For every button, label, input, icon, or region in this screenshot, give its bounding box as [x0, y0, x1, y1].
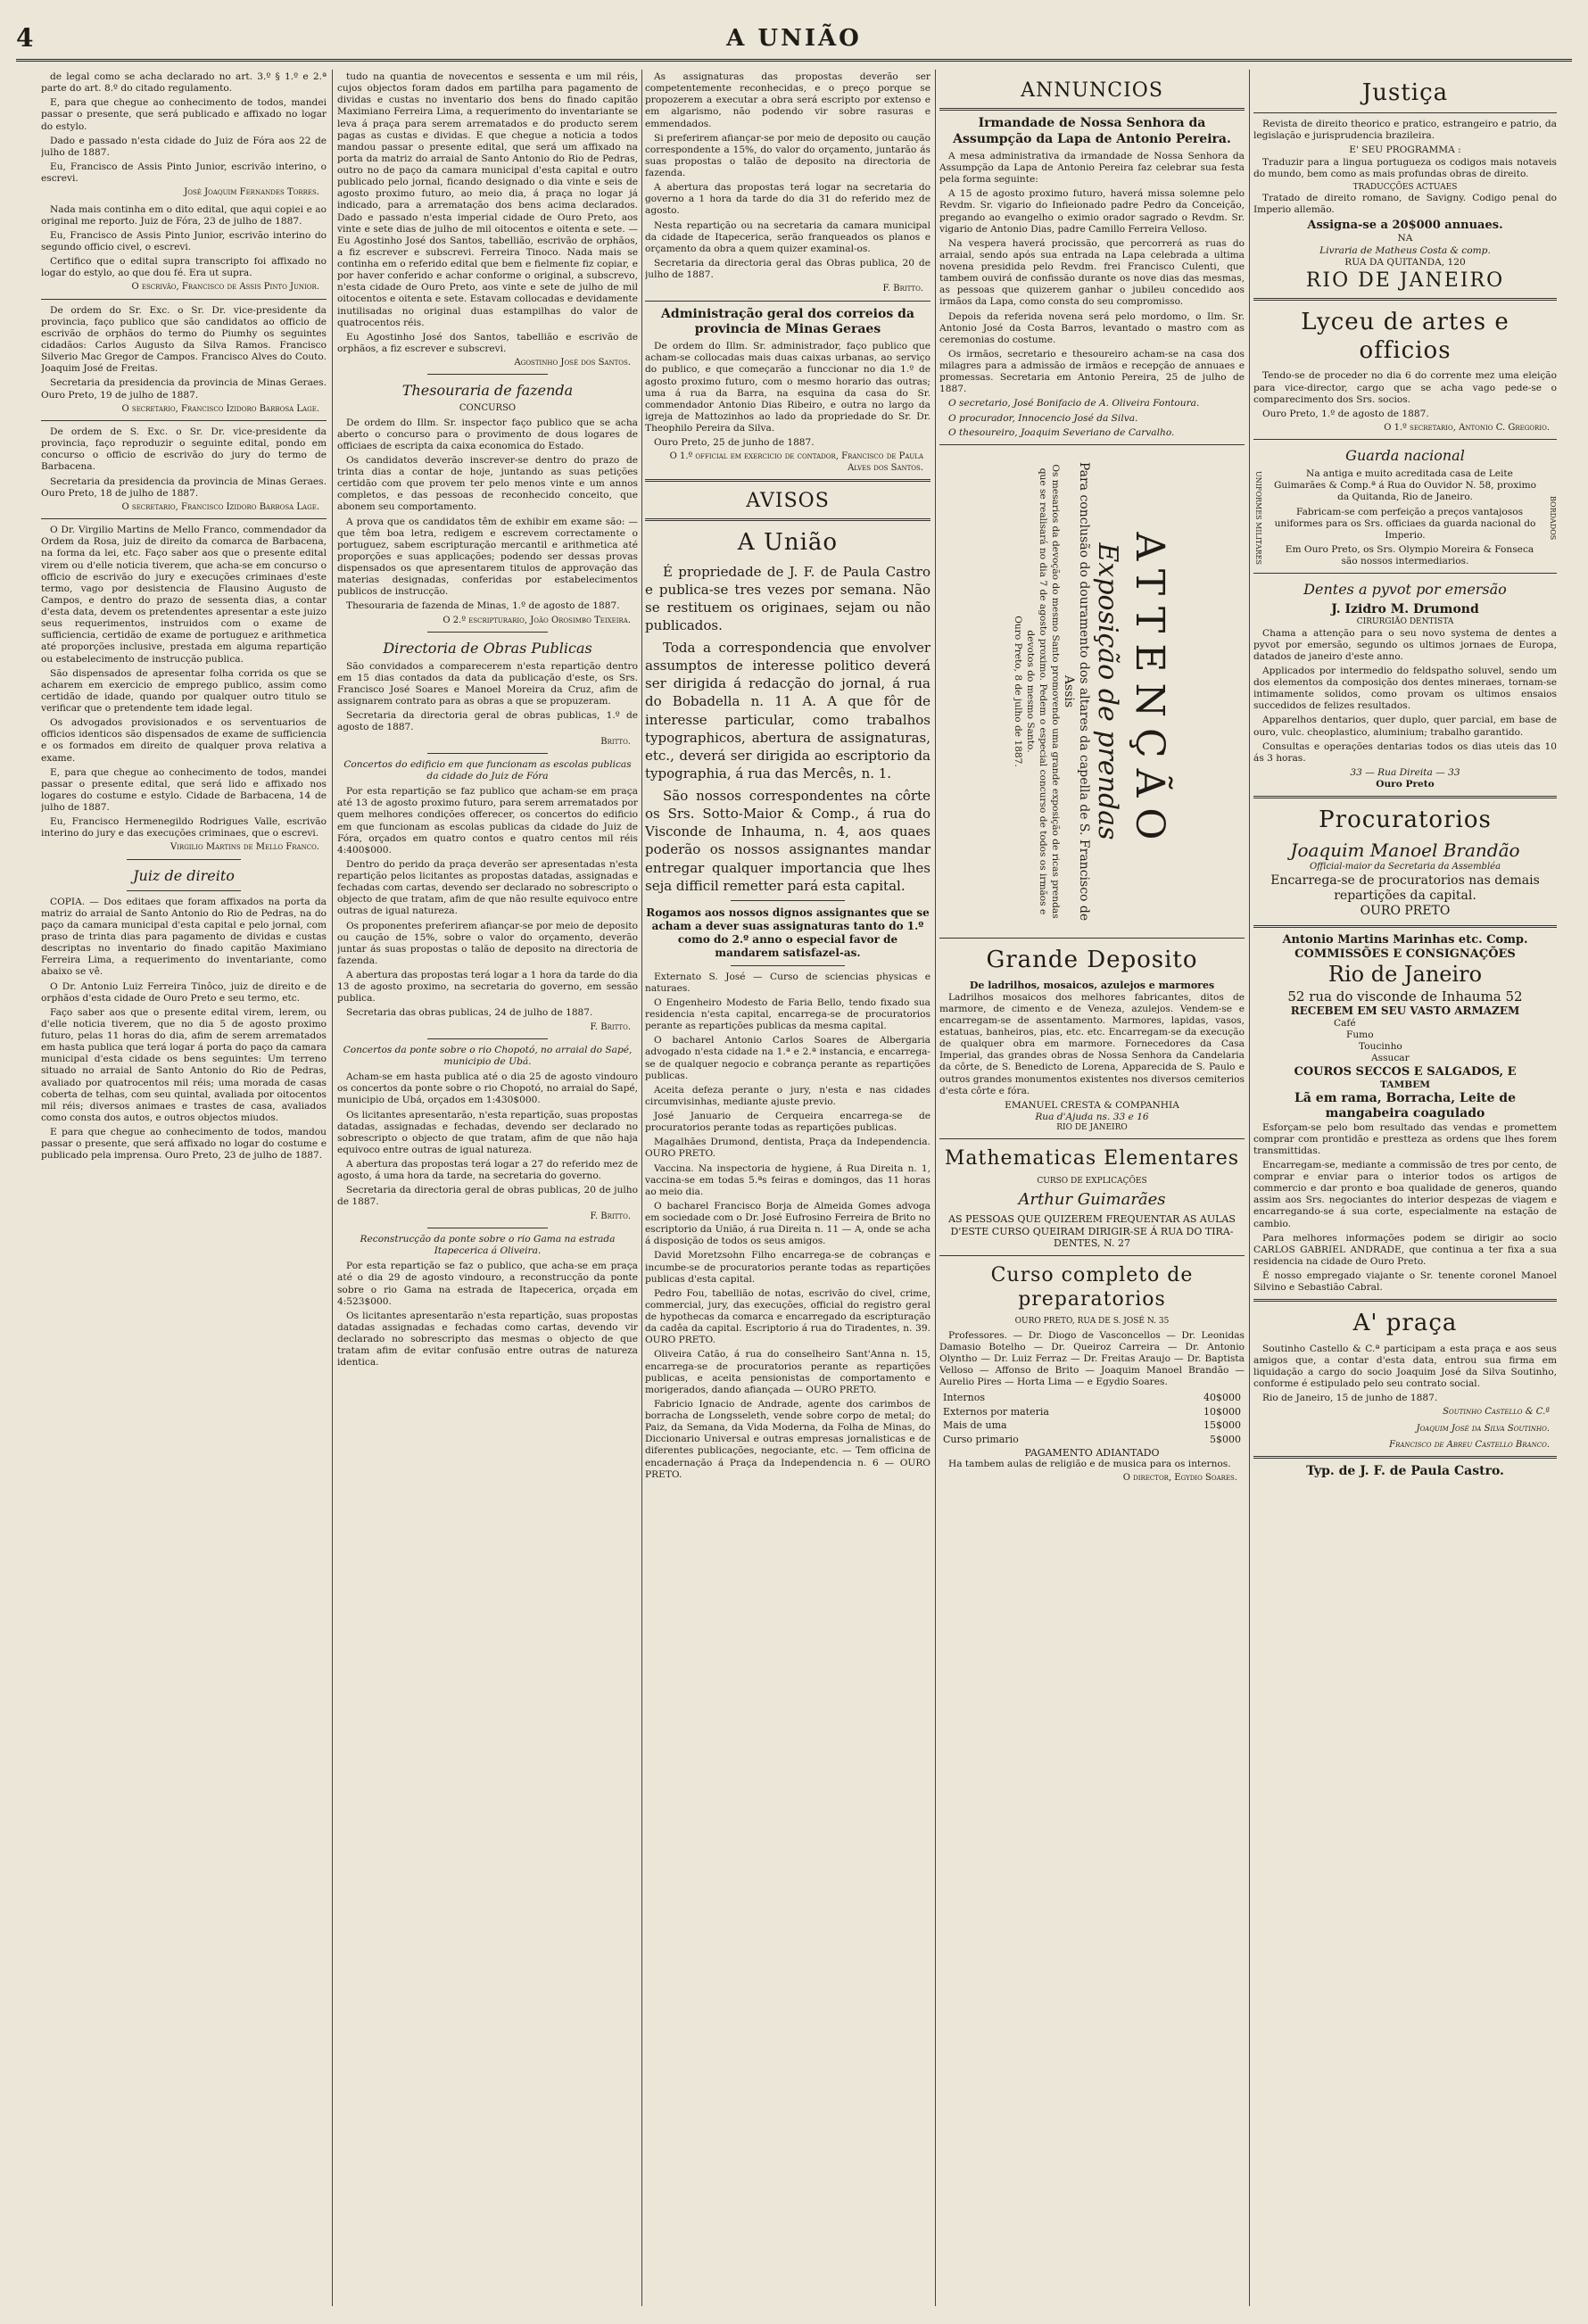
text: NA: [1397, 233, 1413, 244]
paragraph: De ordem de S. Exc. o Sr. Dr. vice-presidente da provincia, faço reproduzir o seguinte edital, pondo em concurso o officio de escrivão do jury do termo de Barbacena.: [41, 426, 327, 473]
paragraph: COPIA. — Dos editaes que foram affixados na porta da matriz do arraial de Santo Antonio do Rio de Pedras, na do paço da camara municipal d'esta capital e pelo jornal, com praso de trinta dias para pagamento de dividas e custas descriptas no inventario do finado capitão Maximiano Ferreira Lima, a requerimento do inventariante, como abaixo se vê.: [41, 896, 327, 978]
notice-subtitle: Para conclusão do douramento dos altares da capella de S. Francisco de Assis: [1061, 461, 1092, 922]
table-cell: Mais de uma: [943, 1419, 1007, 1432]
paragraph: Os licitantes apresentarão, n'esta repartição, suas propostas datadas, assignadas e fechadas, devendo ser declarado no sobrescripto o objecto de que tratam, afim de que não haja equivoco entre outras de igual natureza.: [337, 1109, 638, 1155]
paragraph: Toda a correspondencia que envolver assumptos de interesse politico deverá ser dirigida á redacção do jornal, á rua do Bobadella n. 11 A. A que fôr de interesse particular, como trabalhos typographicos, abertura de assignaturas, etc., deverá ser dirigida ao escriptorio da typographia, á rua das Mercês, n. 1.: [645, 639, 930, 782]
notice-block: [645, 563, 930, 896]
paragraph: Dentro do perido da praça deverão ser apresentadas n'esta repartição pelos licitantes as propostas datadas, assignadas e fechadas com cartas, devendo ser declarado no sobrescripto o objecto de que tratam, afim de que não resulte equivoco entre outras de igual natureza.: [337, 858, 638, 917]
ad: O bacharel Antonio Carlos Soares de Albergaria advogado n'esta cidade na 1.ª e 2.ª instancia, e encarrega-se de qualquer negocio e cobrança perante as repartições publicas.: [645, 1035, 930, 1081]
paragraph: Fabricam-se com perfeição a preços vantajosos uniformes para os Srs. officiaes da guarda nacional do Imperio.: [1274, 506, 1536, 541]
divider: [41, 518, 327, 519]
divider: [1253, 573, 1557, 574]
paragraph: A 15 de agosto proximo futuro, haverá missa solemne pelo Revdm. Sr. vigario do Infieionado padre Pedro da Conceição, pregando ao evangelho o eximio orador sagrado o Revdm. Sr. vigario de Antonio Dias, padre Camillo Ferreira Velloso.: [939, 188, 1245, 235]
paragraph: Secretaria da presidencia da provincia de Minas Geraes. Ouro Preto, 19 de julho de 1887.: [41, 377, 327, 401]
table-cell: 10$000: [1203, 1405, 1241, 1418]
paragraph: Thesouraria de fazenda de Minas, 1.º de agosto de 1887.: [346, 600, 620, 612]
paragraph: Revista de direito theorico e pratico, estrangeiro e patrio, da legislação e jurisprudencia brazileira.: [1253, 119, 1557, 142]
table-row: [939, 1433, 1245, 1447]
paragraph: Ouro Preto, 1.º de agosto de 1887.: [1262, 408, 1429, 419]
paragraph: de legal como se acha declarado no art. 3.º § 1.º e 2.ª parte do art. 8.º do citado regulamento.: [41, 71, 327, 95]
notice-body: Os mesarios da devoção do mesmo Santo promovendo uma grande exposição de ricas prendas que se realisará no dia 7 de agosto proximo. Pedem o especial concurso de todos os irmãos e devotos do mesmo Santo.: [1024, 464, 1061, 919]
divider: [939, 1255, 1245, 1256]
guarda-block: [1253, 468, 1557, 567]
ad-subheading: Official-maior da Secretaria da Assembléa: [1309, 862, 1501, 873]
paragraph: Chama a attenção para o seu novo systema de dentes a pyvot por emersão, segundo os ultimos jornaes de Europa, datados de janeiro d'este anno.: [1253, 627, 1557, 662]
paragraph: São dispensados de apresentar folha corrida os que se acharem em exercicio de emprego publico, assim como certidão de idade, quando por qualquer outro titulo se verificar que o pretendente tem idade legal.: [41, 667, 327, 715]
price: Assigna-se a 20$000 annuaes.: [1307, 219, 1503, 233]
paragraph: Secretaria das obras publicas, 24 de julho de 1887.: [346, 1007, 593, 1019]
subheading: CONCURSO: [459, 403, 517, 414]
paragraph: Consultas e operações dentarias todos os dias uteis das 10 ás 3 horas.: [1253, 740, 1557, 764]
paragraph: Si preferirem afiançar-se por meio de deposito ou caução correspondente a 15%, do valor do orçamento, juntarão ás suas propostas o talão de deposito na directoria de fazenda.: [645, 132, 930, 178]
paragraph: Secretaria da directoria geral de obras publicas, 1.º de agosto de 1887.: [337, 710, 638, 733]
section-heading: Thesouraria de fazenda: [401, 382, 574, 400]
paragraph: Tratado de direito romano, de Savigny. Codigo penal do Imperio allemão.: [1253, 193, 1557, 216]
section-heading: A União: [737, 529, 839, 557]
paragraph: Soutinho Castello & C.ª participam a esta praça e aos seus amigos que, a contar d'esta data, entrou sua firma em liquidação a cargo do socio Joaquim José da Silva Soutinho, conforme é estipulado pelo seu contrato social.: [1253, 1343, 1557, 1389]
person-name: Joaquim Manoel Brandão: [1290, 839, 1520, 862]
divider: [645, 518, 930, 521]
paragraph: Para melhores informações podem se dirigir ao socio CARLOS GABRIEL ANDRADE, que continua a ter fixa a sua residencia na cidade de Ouro Preto.: [1253, 1232, 1557, 1267]
paragraph: Por esta repartição se faz publico que acham-se em praça até 13 de agosto proximo futuro, para serem arrematados por quem melhores condições offerecer, os concertos do edificio em que funcionam as escolas publicas da cidade do Juiz de Fóra, orçados em quatro contos e quatro centos mil réis 4:400$000.: [337, 786, 638, 856]
ad: O Engenheiro Modesto de Faria Bello, tendo fixado sua residencia n'esta capital, encarrega-se de procuratorios perante as repartições publicas da mesma capital.: [645, 997, 930, 1032]
shop-name: Livraria de Matheus Costa & comp.: [1319, 244, 1491, 256]
ad-subheading: De ladrilhos, mosaicos, azulejos e marmores: [969, 980, 1215, 992]
column-1: [41, 71, 327, 2306]
section-heading: Administração geral dos correios da provincia de Minas Geraes: [661, 306, 914, 336]
signature: O 1.º secretario, Antonio C. Gregorio.: [1384, 422, 1550, 433]
address: OURO PRETO, RUA DE S. JOSÉ N. 35: [1014, 1317, 1170, 1327]
ad-heading: Guarda nacional: [1345, 447, 1465, 465]
paragraph: O Dr. Antonio Luiz Ferreira Tinôco, juiz de direito e de orphãos d'esta cidade de Ouro Preto e seu termo, etc.: [41, 980, 327, 1004]
newspaper-title: A UNIÃO: [726, 25, 862, 52]
signature: O escrivão, Francisco de Assis Pinto Junior.: [131, 282, 319, 293]
section-heading: Juiz de direito: [133, 866, 235, 884]
column-divider: [1249, 70, 1250, 2306]
ad: Pedro Fou, tabellião de notas, escrivão do civel, crime, commercial, jury, das execuções, official do registro geral de hypothecas da comarca e encarregado da escripturação da cadêa da capital. Escriptorio á rua do Tiradentes, n. 39. OURO PRETO.: [645, 1287, 930, 1346]
subheading: Concertos do edificio em que funcionam as escolas publicas da cidade do Juiz de Fóra: [343, 758, 632, 782]
column-divider: [332, 70, 333, 2306]
paragraph: Na vespera haverá procissão, que percorrerá as ruas do arraial, sendo após sua entrada na Lapa celebrada a ultima novena presidida pelo Revdm. frei Francisco Culenti, que tambem ouvirá de confissão durante os nove dias das mesmas, as pessoas que quizerem ganhar o jubileu concedido aos irmãos da Lapa, como consta do seu compromisso.: [939, 237, 1245, 308]
paragraph: A mesa administrativa da irmandade de Nossa Senhora da Assumpção da Lapa de Antonio Pereira faz celebrar sua festa pela forma seguinte:: [939, 150, 1245, 186]
column-4: [939, 71, 1245, 2306]
paragraph: Eu, Francisco de Assis Pinto Junior, escrivão interino do segundo officio civel, o escrevi.: [41, 229, 327, 252]
divider: [127, 890, 241, 891]
divider: [939, 1138, 1245, 1139]
ad-subheading: CURSO DE EXPLICAÇÕES: [1037, 1176, 1147, 1186]
table-cell: Internos: [943, 1392, 985, 1404]
paragraph: A abertura das propostas terá logar na secretaria do governo a 1 hora da tarde do dia 31 do referido mez de agosto.: [645, 182, 930, 217]
address: Rua d'Ajuda ns. 33 e 16: [1035, 1111, 1149, 1122]
paragraph: Rio de Janeiro, 15 de junho de 1887.: [1262, 1393, 1438, 1404]
page-header: [16, 20, 1572, 62]
price-table: [939, 1391, 1245, 1447]
divider: [427, 374, 548, 375]
signature: O 1.º official em exercicio de contador, Francisco de Paula Alves dos Santos.: [669, 451, 923, 473]
paragraph: Nesta repartição ou na secretaria da camara municipal da cidade de Itapecerica, serão franqueados os planos e orçamento da obra a quem quizer examinal-os.: [645, 219, 930, 254]
paragraph: Encarrega-se de procuratorios nas demais repartições da capital.: [1270, 873, 1540, 903]
section-heading: Directoria de Obras Publicas: [383, 640, 592, 657]
list-item: Toucinho: [1359, 1041, 1402, 1053]
notice-subheading: Exposição de prendas: [1092, 542, 1124, 840]
divider: [1253, 439, 1557, 440]
divider: [1253, 112, 1557, 113]
goods-list: [1253, 1018, 1557, 1065]
table-cell: 5$000: [1210, 1434, 1241, 1446]
ad-heading: Dentes a pyvot por emersão: [1303, 581, 1507, 599]
signature: Soutinho Castello & C.ª: [1443, 1407, 1550, 1418]
ad-heading: Curso completo de preparatorios: [990, 1263, 1194, 1311]
table-cell: 15$000: [1203, 1419, 1241, 1432]
signature: F. Britto.: [590, 1211, 631, 1221]
ad-subheading: COUROS SECCOS E SALGADOS, E: [1294, 1064, 1517, 1079]
paragraph: Os irmãos, secretario e thesoureiro acham-se na casa dos milagres para a admissão de irmãos e recepção de annuaes e promessas. Secretaria em Antonio Pereira, 25 de julho de 1887.: [939, 348, 1245, 395]
divider: [41, 299, 327, 300]
signature: F. Britto.: [882, 284, 923, 294]
list-item: Café: [1334, 1018, 1356, 1030]
divider: [427, 1038, 548, 1039]
signature: O procurador, Innocencio José da Silva.: [948, 412, 1138, 424]
divider: [645, 301, 930, 302]
section-heading: ANNUNCIOS: [1021, 79, 1163, 102]
paragraph: Na antiga e muito acreditada casa de Leite Guimarães & Comp.ª á Rua do Ouvidor N. 58, proximo da Quitanda, Rio de Janeiro.: [1273, 468, 1537, 503]
paragraph: Esforçam-se pelo bom resultado das vendas e promettem comprar com prontidão e prestteza as ordens que lhes forem transmittidas.: [1253, 1121, 1557, 1156]
firm-name: EMANUEL CRESTA & COMPANHIA: [1005, 1099, 1179, 1111]
paragraph: Certifico que o edital supra transcripto foi affixado no logar do estylo, ao que dou fé. Era ut supra.: [41, 256, 327, 279]
paragraph: Os proponentes preferirem afiançar-se por meio de deposito ou caução de 15%, sobre o valor do orçamento, deverão juntar ás suas propostas o talão de deposito na directoria de fazenda.: [337, 920, 638, 966]
paragraph: Acham-se em hasta publica até o dia 25 de agosto vindouro os concertos da ponte sobre o rio Chopotó, no arraial do Sapé, municipio de Ubá, orçados em 1:430$000.: [337, 1071, 638, 1106]
ad-subheading: COMMISSÕES E CONSIGNAÇÕES: [1294, 947, 1516, 961]
ad-subheading: TRADUCÇÕES ACTUAES: [1352, 182, 1458, 192]
divider: [939, 938, 1245, 939]
paragraph: Eu, Francisco de Assis Pinto Junior, escrivão interino, o escrevi.: [41, 161, 327, 184]
signature: O thesoureiro, Joaquim Severiano de Carvalho.: [948, 426, 1175, 438]
imprint: Typ. de J. F. de Paula Castro.: [1306, 1464, 1504, 1479]
divider: [939, 108, 1245, 111]
paragraph: E para que chegue ao conhecimento de todos, mandou passar o presente, que será affixado no logar do costume e publicado pela imprensa. Ouro Preto, 23 de julho de 1887.: [41, 1127, 327, 1162]
column-divider: [641, 70, 642, 2306]
ad-subheading: TAMBEM: [1379, 1079, 1430, 1090]
ad: David Moretzsohn Filho encarrega-se de cobranças e incumbe-se de procuratorios perante todas as repartições publicas d'esta capital.: [645, 1250, 930, 1285]
divider: [427, 632, 548, 633]
divider: [1253, 925, 1557, 928]
paragraph: E, para que chegue ao conhecimento de todos, mandei passar o presente, que será publicado e affixado no logar do estylo.: [41, 97, 327, 132]
signature: O secretario, Francisco Izidoro Barbosa Lage.: [121, 501, 319, 512]
ad: José Januario de Cerqueira encarrega-se de procuratorios perante todas as repartições publicas.: [645, 1111, 930, 1134]
city: Ouro Preto: [1376, 779, 1435, 790]
ad-heading: Lyceu de artes e officios: [1301, 309, 1509, 365]
paragraph: Eu, Francisco Hermenegildo Rodrigues Valle, escrivão interino do jury e das execuções criminaes, que o escrevi.: [41, 816, 327, 839]
divider: [1253, 298, 1557, 301]
table-cell: Externos por materia: [943, 1405, 1049, 1418]
signature: O secretario, Francisco Izidoro Barbosa Lage.: [121, 403, 319, 414]
paragraph: Ha tambem aulas de religião e de musica para os internos.: [948, 1459, 1231, 1470]
table-cell: Curso primario: [943, 1434, 1019, 1446]
ad: Oliveira Catão, á rua do conselheiro Sant'Anna n. 15, encarrega-se de procuratorios perante as repartições publicas, e aceita pensionistas de comportamento e morigerados, dando afiançada — OURO PRETO.: [645, 1349, 930, 1395]
paragraph: A prova que os candidatos têm de exhibir em exame são: — que têm boa letra, redigem e escrevem correctamente o portuguez, sabem escripturação mercantil e arithmetica até proporções e suas applicações; podendo ser dessas provas dispensados os que apresentarem titulos de approvação das materias designadas, conferidas por estabelecimentos publicos de instrucção.: [337, 516, 638, 598]
paragraph: E, para que chegue ao conhecimento de todos, mandei passar o presente edital, que será lido e affixado nos logares do costume e estylo. Cidade de Barbacena, 14 de julho de 1887.: [41, 766, 327, 814]
paragraph: AS PESSOAS QUE QUIZEREM FREQUENTAR AS AULAS D'ESTE CURSO QUEIRAM DIRIGIR-SE Á RUA DO TIRA-DENTES, N. 27: [948, 1212, 1236, 1250]
ad-subheading: Lã em rama, Borracha, Leite de mangabeira coagulado: [1294, 1090, 1516, 1121]
signature: Agostinho José dos Santos.: [514, 358, 631, 368]
paragraph: Rogamos aos nossos dignos assignantes que se acham a dever suas assignaturas tanto do 1.º como do 2.º anno o especial favor de mandarem satisfazel-as.: [646, 906, 930, 959]
paragraph: São convidados a comparecerem n'esta repartição dentro em 15 dias contados da data da publicação d'este, os Srs. Francisco José Soares e Manoel Moreira da Cruz, afim de assignarem contrato para as obras a que se propuzeram.: [337, 660, 638, 707]
paragraph: É nosso empregado viajante o Sr. tenente coronel Manoel Silvino e Sebastião Cabral.: [1253, 1270, 1557, 1294]
paragraph: É propriedade de J. F. de Paula Castro e publica-se tres vezes por semana. Não se restituem os originaes, sejam ou não publicados.: [645, 563, 930, 634]
page-number: 4: [16, 23, 34, 53]
ad: Magalhães Drumond, dentista, Praça da Independencia. OURO PRETO.: [645, 1137, 930, 1160]
signature: O director, Egydio Soares.: [1122, 1473, 1237, 1484]
paragraph: A abertura das propostas terá logar a 1 hora da tarde do dia 13 de agosto proximo, na secretaria do governo, em sessão publica.: [337, 970, 638, 1005]
city: OURO PRETO: [1360, 904, 1451, 919]
ad: Externato S. José — Curso de sciencias physicas e naturaes.: [645, 971, 930, 994]
divider: [427, 753, 548, 754]
paragraph: Em Ouro Preto, os Srs. Olympio Moreira & Fonseca são nossos intermediarios.: [1285, 543, 1534, 567]
paragraph: São nossos correspondentes na côrte os Srs. Sotto-Maior & Comp., á rua do Visconde de Inhauma, n. 4, aos quaes poderão os nossos assignantes mandar entregar qualquer importancia que lhes seja difficil remetter pará esta capital.: [645, 787, 930, 894]
notice-heading: ATTENÇÃO: [1126, 532, 1172, 851]
paragraph: Traduzir para a lingua portugueza os codigos mais notaveis do mundo, bem como as mais profundas obras de direito.: [1253, 156, 1557, 179]
ad-heading: Grande Deposito: [986, 946, 1198, 973]
signature: Britto.: [600, 736, 631, 747]
paragraph: Secretaria da directoria geral das Obras publica, 20 de julho de 1887.: [645, 257, 930, 280]
paragraph: Apparelhos dentarios, quer duplo, quer parcial, em base de ouro, vulc. cheoplastico, aluminium; trabalho garantido.: [1253, 715, 1557, 738]
column-3: [645, 71, 930, 2306]
paragraph: Os advogados provisionados e os serventuarios de officios identicos são dispensados de exame de sufficiencia e os formados em direito de qualquer prova relativa a exame.: [41, 717, 327, 764]
table-cell: 40$000: [1203, 1392, 1241, 1404]
table-row: [939, 1418, 1245, 1433]
signature: José Joaquim Fernandes Torres.: [184, 187, 319, 198]
ad: Aceita defeza perante o jury, n'esta e nas cidades circumvisinhas, mediante ajuste previo.: [645, 1084, 930, 1107]
divider: [1253, 1299, 1557, 1302]
signature: Francisco de Abreu Castello Branco.: [1389, 1439, 1550, 1450]
paragraph: De ordem do Illm. Sr. administrador, faço publico que acham-se collocadas mais duas caixas urbanas, ao serviço do publico, e que começarão a funccionar no dia 1.º de agosto proximo futuro, com o mesmo horario das outras; uma á rua da Barra, na esquina da casa do Sr. commendador Antonio Dias Ribeiro, e outra no largo da igreja de Mattozinhos ao lado da propriedade do Sr. Dr. Theophilo Pereira da Silva.: [645, 341, 930, 434]
ad: Fabricio Ignacio de Andrade, agente dos carimbos de borracha de Longsseleth, vende sobre corpo de metal; do Paiz, da Semana, da Vida Moderna, da Folha de Minas, do Diccionario Universal e outras empresas jornalisticas e de diferentes publicações, negociante, etc. — Tem officina de encadernação á Praça da Independencia n. 6 — OURO PRETO.: [645, 1398, 930, 1480]
ad-subheading: CIRURGIÃO DENTISTA: [1356, 617, 1454, 627]
ad-heading: Procuratorios: [1319, 806, 1492, 834]
signature: Virgilio Martins de Mello Franco.: [170, 842, 319, 853]
ad-heading: A' praça: [1352, 1310, 1458, 1337]
ad-heading: Justiça: [1361, 79, 1449, 106]
paragraph: De ordem do Illm. Sr. inspector faço publico que se acha aberto o concurso para o provimento de dous logares de officiaes de escripta da caixa economica do Estado.: [337, 417, 638, 451]
payment-note: PAGAMENTO ADIANTADO: [1024, 1446, 1160, 1459]
city: Rio de Janeiro: [1327, 961, 1483, 987]
paragraph: Eu Agostinho José dos Santos, tabellião e escrivão de orphãos, a fiz escrever e subscrevi.: [337, 331, 638, 354]
address: 33 — Rua Direita — 33: [1350, 766, 1460, 778]
paragraph: Secretaria da directoria geral de obras publicas, 20 de julho de 1887.: [337, 1185, 638, 1208]
paragraph: Encarregam-se, mediante a commissão de tres por cento, de comprar e enviar para o interior todos os artigos de commercio e dar pronto e boa qualidade de generos, quando assim aos Srs. negociantes do interior despezas de viagem e encarregando-se á sua corte, especialmente na estação de cambio.: [1253, 1159, 1557, 1229]
paragraph: Os candidatos deverão inscrever-se dentro do prazo de trinta dias a contar de hoje, juntando as suas petições certidão com que provem ter pelo menos vinte e um annos completos, e das pessoas de reconhecido conceito, que abonem seu comportamento.: [337, 454, 638, 513]
paragraph: Secretaria da presidencia da provincia de Minas Geraes. Ouro Preto, 18 de julho de 1887.: [41, 476, 327, 499]
column-5: [1253, 71, 1557, 2306]
paragraph: Depois da referida novena será pelo mordomo, o Ilm. Sr. Antonio José da Costa Barros, levantado o mastro com as ceremonias do costume.: [939, 310, 1245, 345]
paragraph: De ordem do Sr. Exc. o Sr. Dr. vice-presidente da provincia, faço publico que são candidatos ao officio de escrivão de orphãos do termo do Piumhy os seguintes cidadãos: Carlos Augusto da Silva Ramos. Francisco Silverio Mac Gregor de Campos. Francisco Alves do Couto. Joaquim José de Freitas.: [41, 304, 327, 375]
paragraph: tudo na quantia de novecentos e sessenta e um mil réis, cujos objectos foram dados em partilha para pagamento de dividas e custas no inventario dos bens do finado capitão Maximiano Ferreira Lima, a requerimento do inventariante se leva á praça para serem arrematados e do producto serem pagas as custas e dividas. E que chegue a noticia a todos mandou passar o presente edital, que será um affixado na porta da matriz do arraial de Santo Antonio do Rio de Pedras, outro no de paço da camara municipal d'esta capital e outro publicado pelo jornal, ficando designado o dia vinte e seis de agosto proximo futuro, ao meio dia, á praça no logar já indicado, para a arrematação dos bens acima declarados. Dado e passado n'esta imperial cidade de Ouro Preto, aos vinte e sete dias de julho de mil oitocentos e oitenta e sete. — Eu Agostinho José dos Santos, tabellião, escrivão de orphãos, a fiz escrever e subscrevi. Ferreira Tinoco. Nada mais se continha em o referido edital que bem e fielmente fiz copiar, e por haver conferido e achar conforme o original, a subscrevo, n'esta cidade de Ouro Preto, aos vinte e sete de julho de mil oitocentos e oitenta e sete. Estavam collocadas e devidamente inutilisadas no original duas estampilhas do valor de quatrocentos réis.: [337, 71, 638, 328]
ad: O bacharel Francisco Borja de Almeida Gomes advoga em sociedade com o Dr. José Eufrosino Ferreira de Brito no escriptorio da União, á rua Direita n. 11 — A, onde se acha á disposição de todos os seus amigos.: [645, 1200, 930, 1247]
divider: [731, 965, 845, 966]
table-row: [939, 1405, 1245, 1419]
city: RIO DE JANEIRO: [1305, 269, 1505, 292]
address: RUA DA QUITANDA, 120: [1344, 256, 1466, 268]
divider: [41, 420, 327, 421]
paragraph: A abertura das propostas terá logar a 27 do referido mez de agosto, á uma hora da tarde, na secretaria do governo.: [337, 1159, 638, 1182]
paragraph: As assignaturas das propostas deverão ser competentemente reconhecidas, e o preço porque se propozerem a executar a obra será escripto por extenso e em algarismo, não podendo vir sobre rasuras e emmendados.: [645, 71, 930, 129]
divider: [939, 444, 1245, 445]
paragraph: Faço saber aos que o presente edital virem, lerem, ou d'elle noticia tiverem, que no dia 5 de agosto proximo futuro, pelas 11 horas do dia, afim de serem arrematados em hasta publica que terá logar á porta do paço da camara municipal d'esta cidade os bens seguintes: Um terreno situado no arraial de Santo Antonio do Rio de Pedras, avaliado por quatrocentos mil réis; uma morada de casas coberta de telhas, com seu quintal, avaliada por oitocentos mil réis; diversos animaes e trastes de casa, avaliados como consta dos autos, e outros objectos miudos.: [41, 1006, 327, 1123]
signature: F. Britto.: [590, 1021, 631, 1032]
ad: Vaccina. Na inspectoria de hygiene, á Rua Direita n. 1, vaccina-se em todas 5.ªs feiras e domingos, das 11 horas ao meio dia.: [645, 1162, 930, 1197]
column-2: [337, 71, 638, 2306]
list-item: Fumo: [1346, 1030, 1374, 1041]
notice-date: Ouro Preto, 8 de julho de 1887.: [1013, 616, 1024, 767]
side-label: UNIFORMES MILITARES: [1253, 471, 1262, 566]
ad-subheading: E' SEU PROGRAMMA :: [1349, 145, 1461, 156]
ad-subheading: RECEBEM EM SEU VASTO ARMAZEM: [1290, 1005, 1520, 1018]
paragraph: Por esta repartição se faz o publico, que acha-se em praça até o dia 29 de agosto vindouro, a reconstrucção da ponte sobre o rio Gama na estrada de Itapecerica, orçada em 4:523$000.: [337, 1261, 638, 1307]
list-item: Assucar: [1371, 1053, 1410, 1064]
paragraph: Nada mais continha em o dito edital, que aqui copiei e ao original me reporto. Juiz de Fóra, 23 de julho de 1887.: [41, 203, 327, 227]
divider: [127, 859, 241, 860]
table-row: [939, 1391, 1245, 1405]
firm-name: Antonio Martins Marinhas etc. Comp.: [1282, 932, 1528, 947]
author-name: Arthur Guimarães: [1018, 1189, 1166, 1209]
paragraph: Dado e passado n'esta cidade do Juiz de Fóra aos 22 de julho de 1887.: [41, 135, 327, 158]
divider: [731, 900, 845, 901]
side-label: BORDADOS: [1549, 496, 1557, 541]
city: RIO DE JANEIRO: [1056, 1123, 1128, 1133]
ad-heading: Mathematicas Elementares: [944, 1147, 1240, 1170]
dentist-name: J. Izidro M. Drumond: [1331, 602, 1479, 617]
paragraph: Applicados por intermedio do feldspatho soluvel, sendo um dos elementos da composição dos dentes mineraes, tornam-se intimamente solidos, como provam os ultimos ensaios succedidos de felizes resultados.: [1253, 665, 1557, 712]
address: 52 rua do visconde de Inhauma 52: [1287, 988, 1523, 1005]
divider: [645, 479, 930, 482]
paragraph: Ouro Preto, 25 de junho de 1887.: [654, 437, 815, 449]
ad-title: Irmandade de Nossa Senhora da Assumpção da Lapa de Antonio Pereira.: [953, 116, 1231, 146]
subheading: Concertos da ponte sobre o rio Chopotó, no arraial do Sapé, municipio de Ubá.: [343, 1044, 633, 1068]
signature: O secretario, José Bonifacio de A. Oliveira Fontoura.: [948, 398, 1200, 409]
column-divider: [935, 70, 936, 2306]
divider: [1253, 796, 1557, 798]
section-heading: AVISOS: [746, 490, 830, 513]
signature: O 2.º escripturario, João Orosimbo Teixeira.: [442, 615, 631, 625]
paragraph: Tendo-se de proceder no dia 6 do corrente mez uma eleição para vice-director, cargo que se acha vago pede-se o comparecimento dos Srs. socios.: [1253, 370, 1557, 405]
attention-notice: [939, 451, 1245, 932]
paragraph: Ladrilhos mosaicos dos melhores fabricantes, ditos de marmore, de cimento e de Veneza, azulejos. Vendem-se e encarregam-se de assentamento. Marmores, lapidas, vasos, estatuas, banheiros, pias, etc. etc. Encarregam-se da execução de qualquer obra em marmore. Fornecedores da Casa Imperial, das grandes obras de Nossa Senhora da Candelaria da côrte, de S. Benedicto de Lorena, Apparecida de S. Paulo e outros grandes monumentos existentes nos diversos cemiterios d'esta côrte e fóra.: [939, 991, 1245, 1096]
signature: Joaquim José da Silva Soutinho.: [1416, 1423, 1550, 1434]
subheading: Reconstrucção da ponte sobre o rio Gama na estrada Itapecerica á Oliveira.: [360, 1234, 616, 1257]
divider: [1253, 1456, 1557, 1459]
paragraph: Os licitantes apresentarão n'esta repartição, suas propostas datadas assignadas e fechadas como cartas, devendo vir declarado no sobrescripto das mesmas o objecto de que tratam afim de evitar confusão entre outras de natureza identica.: [337, 1310, 638, 1369]
paragraph: Professores. — Dr. Diogo de Vasconcellos — Dr. Leonidas Damasio Botelho — Dr. Queiroz Carreira — Dr. Antonio Olyntho — Dr. Luiz Ferraz — Dr. Freitas Araujo — Dr. Baptista Velloso — Affonso de Brito — Joaquim Manoel Brandão — Aurelio Pires — Horta Lima — e Egydio Soares.: [939, 1329, 1245, 1388]
paragraph: O Dr. Virgilio Martins de Mello Franco, commendador da Ordem da Rosa, juiz de direito da comarca de Barbacena, na forma da lei, etc. Faço saber aos que o presente edital virem ou d'elle noticia tiverem, que acha-se em concurso o officio de escrivão do jury e execuções criminaes d'este termo, vago por desistencia de Flausino Augusto de Campos, e dentro do prazo de sessenta dias, a contar d'esta data, devem os pretendentes apresentar a este juizo seus requerimentos, instruidos com o exame de sufficiencia, certidão de exame de portuguez e arithmetica até proporções inclusive, prestada em alguma repartição ou estabelecimento de instrucção publica.: [41, 525, 327, 665]
